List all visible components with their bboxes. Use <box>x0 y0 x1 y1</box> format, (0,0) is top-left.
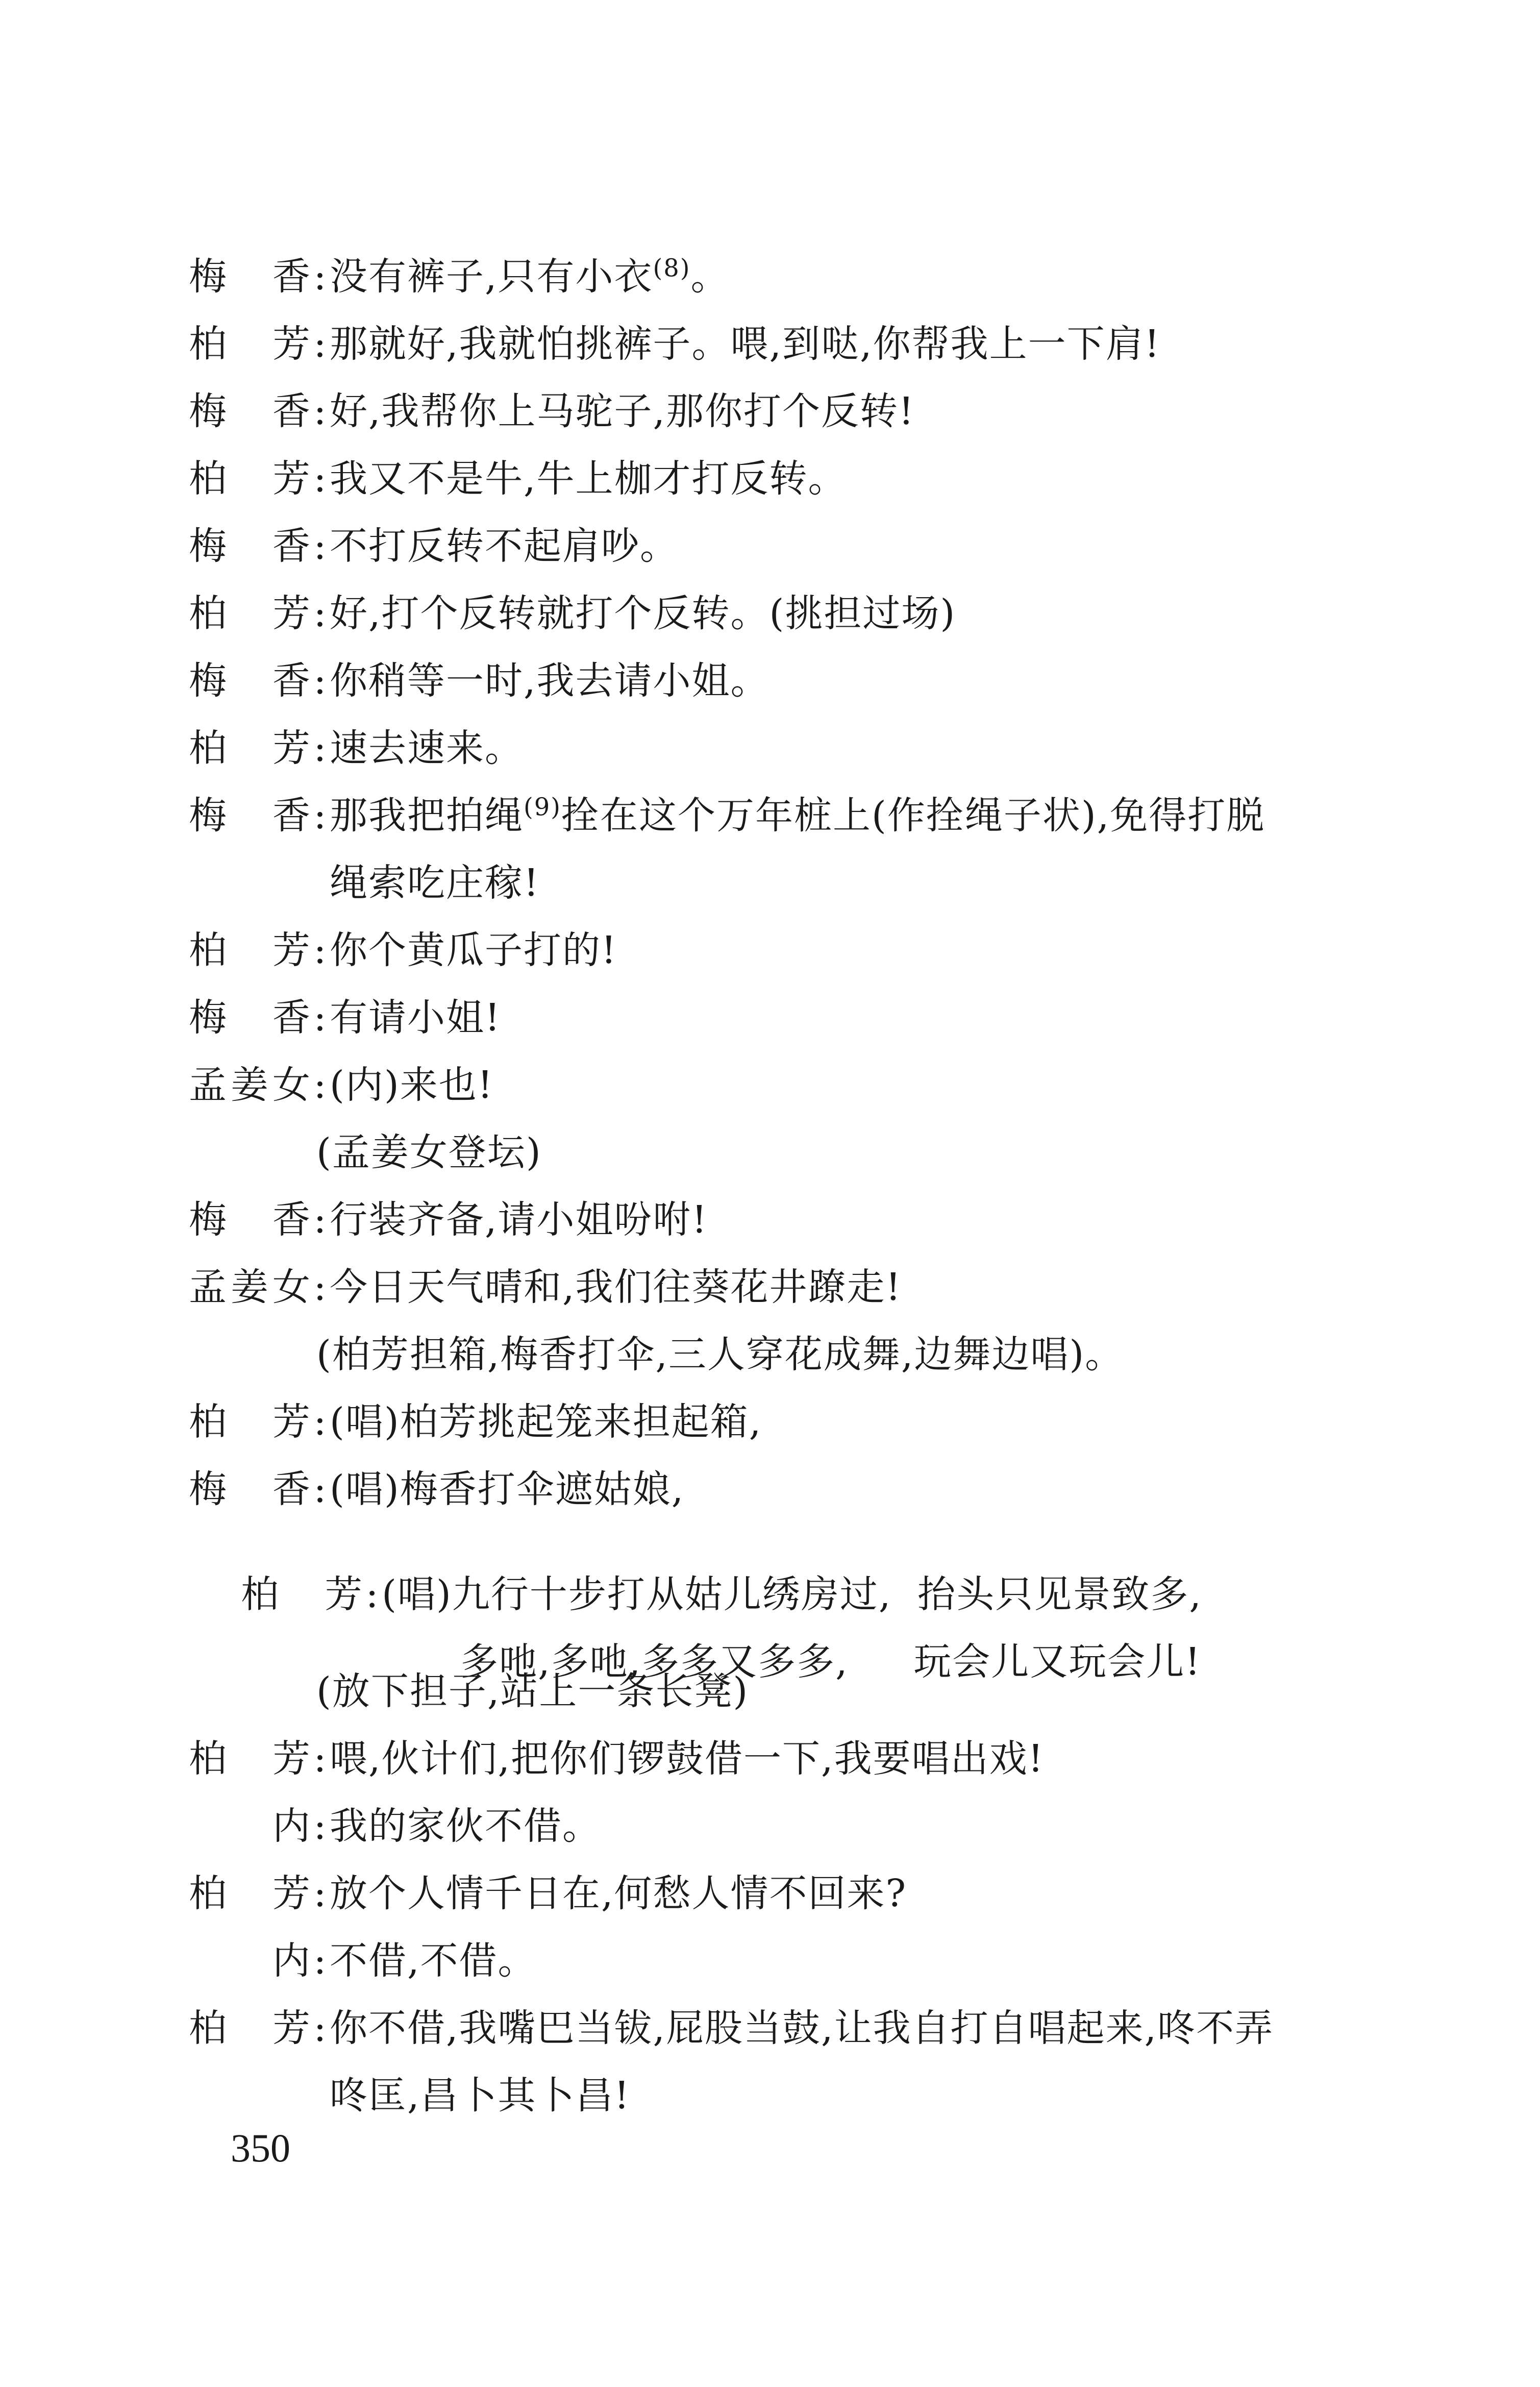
speaker-name: 柏芳 <box>189 1400 311 1444</box>
speaker-colon: : <box>313 1939 328 1983</box>
stage-direction <box>316 1669 749 1713</box>
dialogue-text: (内)来也! <box>330 1063 494 1107</box>
dialogue-text: (唱)九行十步打从姑儿绣房过, 抬头只见景致多, <box>382 1572 1202 1616</box>
speaker-colon: : <box>313 928 328 972</box>
speaker-colon: : <box>313 726 328 770</box>
dialogue-line <box>189 1400 762 1444</box>
stage-direction-text: (柏芳担箱,梅香打伞,三人穿花成舞,边舞边唱)。 <box>316 1333 1124 1376</box>
speaker-colon: : <box>313 1400 328 1444</box>
stage-direction-text: (孟姜女登坛) <box>316 1130 542 1174</box>
footnote-marker: (8) <box>653 254 691 283</box>
dialogue-text: 那我把拍绳 <box>330 794 524 838</box>
speaker-name: 内 <box>272 1939 311 1983</box>
speaker-name: 柏芳 <box>189 457 311 501</box>
footnote-marker: (9) <box>524 793 561 822</box>
dialogue-text: 绳索吃庄稼! <box>330 861 540 905</box>
dialogue-text: 放个人情千日在,何愁人情不回来? <box>330 1872 907 1915</box>
dialogue-text: 那就好,我就怕挑裤子。喂,到哒,你帮我上一下肩! <box>330 322 1161 366</box>
dialogue-line <box>189 659 769 703</box>
dialogue-line <box>189 1198 708 1242</box>
stage-direction <box>316 1333 1124 1376</box>
speaker-colon: : <box>313 1737 328 1781</box>
dialogue-text: 今日天气晴和,我们往葵花井蹽走! <box>330 1265 902 1309</box>
dialogue-line <box>189 254 730 299</box>
dialogue-line <box>189 2006 1274 2050</box>
speaker-colon: : <box>313 1804 328 1848</box>
speaker-name: 柏芳 <box>189 322 311 366</box>
dialogue-text: 我的家伙不借。 <box>330 1804 601 1848</box>
dialogue-line <box>189 726 524 770</box>
speaker-colon: : <box>313 255 328 299</box>
speaker-colon: : <box>313 524 328 568</box>
dialogue-text: 你不借,我嘴巴当钹,屁股当鼓,让我自打自唱起来,咚不弄 <box>330 2006 1274 2050</box>
dialogue-text: 我又不是牛,牛上枷才打反转。 <box>330 457 847 501</box>
stage-direction <box>316 1130 542 1174</box>
dialogue-line <box>189 524 679 568</box>
speaker-colon: : <box>313 2006 328 2050</box>
page-number: 350 <box>231 2126 290 2170</box>
dialogue-line <box>189 322 1161 366</box>
continuation-line <box>330 861 540 905</box>
speaker-name: 孟姜女 <box>189 1265 311 1309</box>
dialogue-line <box>189 1265 902 1309</box>
speaker-colon: : <box>313 659 328 703</box>
stage-direction-text: (放下担子,站上一条长凳) <box>316 1669 749 1713</box>
speaker-name: 柏芳 <box>189 928 311 972</box>
dialogue-line <box>189 457 847 501</box>
speaker-colon: : <box>313 996 328 1040</box>
dialogue-text: 行装齐备,请小姐吩咐! <box>330 1198 708 1242</box>
speaker-colon: : <box>313 1265 328 1309</box>
speaker-colon: : <box>313 1198 328 1242</box>
speaker-colon: : <box>313 1467 328 1511</box>
speaker-name: 梅香 <box>189 659 311 703</box>
dialogue-text-tail: 。 <box>690 255 730 299</box>
speaker-colon: : <box>313 322 328 366</box>
dialogue-text: 喂,伙计们,把你们锣鼓借一下,我要唱出戏! <box>330 1737 1045 1781</box>
speaker-colon: : <box>313 389 328 433</box>
dialogue-text: (唱)梅香打伞遮姑娘, <box>330 1467 685 1511</box>
dialogue-text: 你个黄瓜子打的! <box>330 928 617 972</box>
dialogue-line <box>189 928 617 972</box>
dialogue-text: 多吔,多吔,多多又多多, 玩会儿又玩会儿! <box>460 1640 1202 1684</box>
speaker-name: 梅香 <box>189 389 311 433</box>
speaker-name: 柏芳 <box>189 2006 311 2050</box>
continuation-line <box>330 2074 631 2118</box>
speaker-name: 梅香 <box>189 996 311 1040</box>
dialogue-line <box>189 389 915 433</box>
dialogue-line <box>189 1872 907 1915</box>
dialogue-text: 咚匡,昌卜其卜昌! <box>330 2074 631 2118</box>
dialogue-text: 好,我帮你上马驼子,那你打个反转! <box>330 389 915 433</box>
speaker-name: 柏芳 <box>189 592 311 635</box>
speaker-colon: : <box>313 1872 328 1915</box>
speaker-name: 梅香 <box>189 794 311 838</box>
speaker-colon: : <box>313 457 328 501</box>
dialogue-text: 有请小姐! <box>330 996 501 1040</box>
speaker-colon: : <box>313 592 328 635</box>
speaker-name: 柏芳 <box>189 726 311 770</box>
speaker-name: 柏芳 <box>189 1872 311 1915</box>
dialogue-text: 速去速来。 <box>330 726 524 770</box>
speaker-colon: : <box>313 1063 328 1107</box>
dialogue-text: 没有裤子,只有小衣 <box>330 255 653 299</box>
speaker-name: 梅香 <box>189 524 311 568</box>
dialogue-text: (唱)柏芳挑起笼来担起箱, <box>330 1400 762 1444</box>
dialogue-line <box>189 1063 494 1107</box>
speaker-colon: : <box>313 794 328 838</box>
dialogue-text: 好,打个反转就打个反转。(挑担过场) <box>330 592 956 635</box>
dialogue-text: 不打反转不起肩吵。 <box>330 524 679 568</box>
dialogue-line <box>189 1804 601 1848</box>
speaker-name: 柏芳 <box>189 1737 311 1781</box>
dialogue-text: 你稍等一时,我去请小姐。 <box>330 659 769 703</box>
dialogue-line <box>189 592 956 635</box>
speaker-name: 内 <box>272 1804 311 1848</box>
dialogue-line <box>189 1737 1045 1781</box>
dialogue-line <box>189 1467 685 1511</box>
dialogue-line <box>189 793 1265 838</box>
dialogue-line <box>189 1939 537 1983</box>
speaker-name: 梅香 <box>189 1198 311 1242</box>
speaker-name: 孟姜女 <box>189 1063 311 1107</box>
speaker-name: 梅香 <box>189 1467 311 1511</box>
speaker-name: 柏芳 <box>241 1572 364 1616</box>
dialogue-text-tail: 拴在这个万年桩上(作拴绳子状),免得打脱 <box>561 794 1265 838</box>
dialogue-line <box>189 996 501 1040</box>
speaker-colon: : <box>365 1572 380 1616</box>
dialogue-text: 不借,不借。 <box>330 1939 537 1983</box>
speaker-name: 梅香 <box>189 255 311 299</box>
